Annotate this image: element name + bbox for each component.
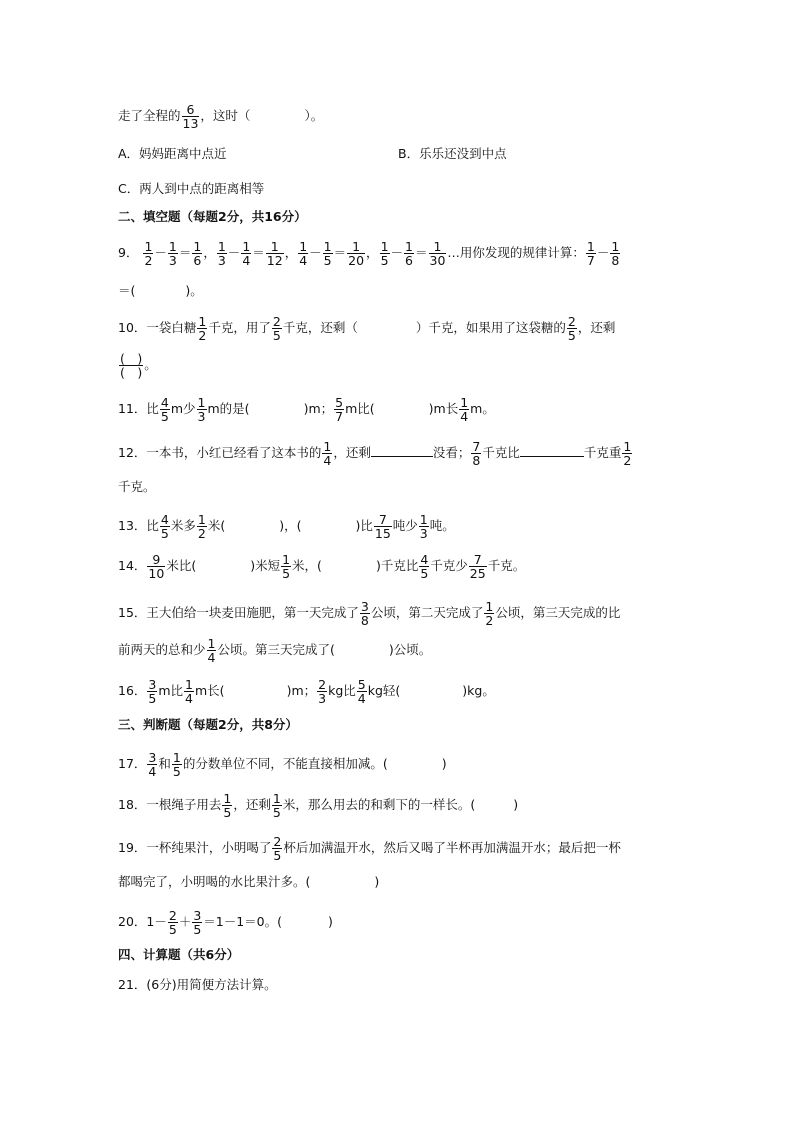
q8-tail (118, 103, 323, 130)
question-text: 米( (207, 518, 226, 533)
numerator: 9 (147, 553, 165, 567)
question-text: kg轻( (367, 683, 401, 698)
question-text: 吨少 (392, 518, 418, 533)
question-text: )m长 (428, 401, 459, 416)
numerator: 1 (242, 239, 251, 254)
question-text: 千克，还剩（ (282, 320, 358, 335)
fraction (147, 553, 165, 580)
numerator: 1 (197, 395, 206, 410)
question-text: ) (328, 914, 333, 929)
question-text: )千克比 (375, 558, 419, 573)
numerator: 1 (172, 750, 181, 765)
question-text: 米多 (170, 518, 196, 533)
numerator: 1 (611, 239, 620, 254)
numerator: 3 (193, 908, 202, 923)
numerator: 1 (197, 512, 206, 527)
question-text: 杯后加满温开水，然后又喝了半杯再加满温开水；最后把一杯 (283, 840, 621, 855)
question-text: ＋ (178, 914, 192, 929)
question-19 (118, 835, 621, 862)
question-11 (118, 396, 495, 423)
question-text: 米比( (166, 558, 197, 573)
fraction (334, 396, 344, 423)
q8-text: 走了全程的 (118, 108, 181, 123)
numerator: 2 (272, 314, 281, 329)
question-text: …用你发现的规律计算： (447, 245, 585, 260)
fraction (160, 396, 170, 423)
numerator: 4 (160, 395, 169, 410)
denominator: 3 (197, 409, 206, 424)
section-heading-fill: 二、填空题（每题2分，共16分） (118, 209, 307, 224)
numerator: 2 (168, 908, 177, 923)
fraction (266, 240, 284, 267)
fraction (484, 600, 494, 627)
fraction (192, 909, 202, 936)
numerator: 7 (472, 439, 481, 454)
question-text: 千克比 (482, 445, 520, 460)
denominator: 5 (273, 848, 282, 863)
fraction (272, 835, 282, 862)
question-text: 千克，用了 (208, 320, 271, 335)
denominator: 10 (148, 566, 165, 581)
denominator: 5 (323, 253, 332, 268)
denominator: 6 (405, 253, 413, 268)
question-text: 米，( (292, 558, 322, 573)
fraction (360, 600, 370, 627)
denominator: 30 (429, 253, 446, 268)
question-text: )比 (355, 518, 373, 533)
question-text: 16． (118, 683, 147, 698)
numerator: 1 (586, 239, 595, 254)
numerator: 1 (323, 439, 332, 454)
numerator: 3 (148, 677, 157, 692)
denominator: 12 (266, 253, 283, 268)
numerator: 4 (160, 512, 169, 527)
numerator: 2 (273, 834, 282, 849)
question-text: 前两天的总和少 (118, 642, 206, 657)
fraction (147, 678, 157, 705)
question-text: )。 (185, 283, 203, 298)
numerator: 1 (266, 240, 284, 254)
denominator: 2 (144, 253, 153, 268)
numerator: 1 (207, 636, 216, 651)
denominator: 5 (160, 526, 169, 541)
fraction (429, 240, 447, 267)
numerator: 1 (193, 239, 202, 254)
denominator: 5 (172, 764, 181, 779)
fraction (323, 240, 333, 267)
numerator: 5 (357, 677, 366, 692)
fraction (184, 678, 194, 705)
numerator: 2 (318, 677, 327, 692)
denominator: 2 (623, 453, 632, 468)
question-text: )公顷。 (388, 642, 432, 657)
question-text: 10．一袋白糖 (118, 320, 197, 335)
fraction (357, 678, 367, 705)
numerator: 1 (380, 239, 389, 254)
question-text: 20．1－ (118, 914, 167, 929)
fraction (143, 240, 153, 267)
question-text: 15．王大伯给一块麦田施肥，第一天完成了 (118, 605, 359, 620)
question-text: 没看； (432, 445, 471, 460)
numerator: 1 (217, 239, 226, 254)
question-13 (118, 513, 455, 540)
question-text: 公顷，第二天完成了 (370, 605, 484, 620)
question-19-line2 (118, 872, 379, 892)
denominator: 25 (469, 566, 486, 581)
question-text: m的是( (207, 401, 250, 416)
answer-underline[interactable] (371, 442, 433, 457)
denominator: 5 (168, 922, 177, 937)
denominator: 4 (242, 253, 251, 268)
question-text: )米短 (250, 558, 281, 573)
fraction (380, 240, 390, 267)
fraction (281, 553, 291, 580)
numerator: 1 (429, 240, 447, 254)
question-text: 19．一杯纯果汁，小明喝了 (118, 840, 272, 855)
fraction (419, 553, 429, 580)
question-text: )m； (303, 401, 334, 416)
fraction (298, 240, 308, 267)
question-text: ) (374, 874, 380, 889)
numerator: 3 (360, 599, 369, 614)
denominator: 5 (148, 691, 157, 706)
denominator: 5 (160, 409, 169, 424)
question-text: 公顷。第三天完成了( (217, 642, 335, 657)
question-9-line2 (118, 281, 203, 301)
question-text: ，还剩 (233, 797, 271, 812)
fraction (272, 792, 282, 819)
denominator: 13 (182, 116, 199, 131)
q8-text: ，这时（ (200, 108, 251, 123)
question-text: 千克。 (487, 558, 526, 573)
denominator: 3 (168, 253, 177, 268)
denominator: 3 (419, 526, 428, 541)
question-12 (118, 440, 633, 467)
denominator: 4 (460, 409, 469, 424)
fraction (197, 315, 207, 342)
denominator: 15 (374, 526, 391, 541)
fraction (347, 240, 365, 267)
denominator: 2 (198, 328, 207, 343)
numerator: 1 (323, 239, 332, 254)
denominator: 5 (272, 328, 281, 343)
fraction (168, 909, 178, 936)
fraction (272, 315, 282, 342)
denominator: 3 (318, 691, 327, 706)
question-15 (118, 600, 620, 627)
question-text: ＝1－1＝0。( (203, 914, 283, 929)
fraction (610, 240, 620, 267)
fraction (217, 240, 227, 267)
fraction (622, 440, 632, 467)
question-text: 公顷，第三天完成的比 (495, 605, 621, 620)
numerator: 1 (299, 239, 308, 254)
fraction (471, 440, 481, 467)
question-text: )，( (279, 518, 302, 533)
question-text: )kg。 (462, 683, 495, 698)
question-15-line2 (118, 637, 431, 664)
question-text: 9． (118, 245, 139, 260)
numerator: 3 (148, 750, 157, 765)
numerator: 7 (469, 553, 487, 567)
numerator: 1 (347, 240, 365, 254)
denominator: 8 (611, 253, 620, 268)
numerator: 1 (419, 512, 428, 527)
question-9: 9． $\frac{1}{2}$ － $\frac{1}{3}$ ＝ $\frac{1}{6}$ ， $\frac{1}{3}$ － $\frac{1}{4}$ ＝ $\frac{1}{12}$ ， $\frac{1}{4}$ － $\frac{1}{5}$ ＝ $\frac{1}{20}$ ， $\frac{1}{5}$ － $\frac{1}{6}$ ＝ $\frac{1}{30}$ …用你发现的规律计算： $\frac{1}{7}$ － $\frac{1}{8}$ (118, 239, 620, 268)
denominator: 5 (380, 253, 389, 268)
question-text: m。 (470, 401, 495, 416)
fraction (222, 792, 232, 819)
question-16 (118, 678, 495, 705)
question-text: 17． (118, 756, 147, 771)
fraction (160, 513, 170, 540)
denominator: 4 (148, 764, 157, 779)
numerator: 1 (282, 552, 291, 567)
numerator: 1 (223, 791, 232, 806)
q8-option-b[interactable]: B．乐乐还没到中点 (398, 146, 507, 161)
question-text: 18．一根绳子用去 (118, 797, 222, 812)
denominator: 2 (197, 526, 206, 541)
denominator: 4 (299, 253, 308, 268)
question-text: 12．一本书，小红已经看了这本书的 (118, 445, 322, 460)
numerator: 7 (374, 513, 392, 527)
question-text: ) (513, 797, 519, 812)
section-heading-judge: 三、判断题（每题2分，共8分） (118, 717, 298, 732)
denominator: 4 (323, 453, 332, 468)
numerator: ( ) (120, 351, 143, 366)
fraction (469, 553, 487, 580)
question-10 (118, 315, 615, 342)
q8-option-a[interactable]: A．妈妈距离中点近 (118, 146, 227, 161)
fraction (147, 751, 157, 778)
question-text: m比 (158, 683, 184, 698)
fraction (404, 240, 414, 267)
denominator: 8 (360, 613, 369, 628)
question-text: m少 (170, 401, 196, 416)
answer-underline[interactable] (520, 442, 584, 457)
denominator: 5 (223, 805, 232, 820)
numerator: 1 (168, 239, 177, 254)
question-14 (118, 553, 525, 580)
question-text: 米，那么用去的和剩下的一样长。( (282, 797, 476, 812)
fraction (172, 751, 182, 778)
denominator: 8 (472, 453, 481, 468)
question-12-line2: 千克。 (118, 479, 156, 494)
fraction (197, 396, 207, 423)
question-text: 14． (118, 558, 147, 573)
question-text: ）千克，如果用了这袋糖的 (415, 320, 566, 335)
denominator: 4 (185, 691, 193, 706)
fraction (459, 396, 469, 423)
fraction (192, 240, 202, 267)
question-text: ，还剩 (333, 445, 371, 460)
numerator: 5 (335, 395, 344, 410)
fraction (586, 240, 596, 267)
numerator: 1 (485, 599, 494, 614)
question-text: kg比 (328, 683, 356, 698)
fraction (419, 513, 429, 540)
section-heading-calc: 四、计算题（共6分） (118, 947, 240, 962)
question-text: 千克少 (430, 558, 468, 573)
question-text: 。 (144, 357, 157, 372)
question-text: 都喝完了，小明喝的水比果汁多。( (118, 874, 311, 889)
q8-option-c[interactable]: C．两人到中点的距离相等 (118, 181, 265, 196)
numerator: 4 (420, 552, 429, 567)
question-text: )m； (286, 683, 317, 698)
question-21: 21．(6分)用简便方法计算。 (118, 977, 277, 992)
numerator: 1 (198, 314, 207, 329)
question-text: 吨。 (429, 518, 455, 533)
numerator: 1 (144, 239, 153, 254)
numerator: 6 (182, 103, 200, 117)
question-text: m比( (345, 401, 375, 416)
fraction (322, 440, 332, 467)
denominator: 5 (272, 805, 281, 820)
numerator: 2 (567, 314, 576, 329)
numerator: 1 (460, 395, 469, 410)
denominator: 20 (348, 253, 365, 268)
denominator: 7 (586, 253, 595, 268)
numerator: 1 (405, 239, 413, 254)
numerator: 1 (623, 439, 632, 454)
question-18 (118, 792, 518, 819)
denominator: ( ) (120, 365, 143, 380)
fraction (567, 315, 577, 342)
question-text: ＝( (118, 283, 136, 298)
denominator: 6 (193, 253, 202, 268)
denominator: 5 (567, 328, 576, 343)
denominator: 2 (485, 613, 494, 628)
question-text: 11．比 (118, 401, 159, 416)
fraction (207, 637, 217, 664)
numerator: 1 (272, 791, 281, 806)
denominator: 3 (217, 253, 226, 268)
numerator: 1 (185, 677, 193, 692)
question-text: 13．比 (118, 518, 159, 533)
question-text: ) (441, 756, 447, 771)
question-17 (118, 751, 447, 778)
fraction (197, 513, 207, 540)
denominator: 5 (420, 566, 429, 581)
fraction (374, 513, 392, 540)
denominator: 4 (207, 650, 216, 665)
fraction (182, 103, 200, 130)
question-text: 千克重 (583, 445, 622, 460)
fraction (317, 678, 327, 705)
question-10-line2 (118, 352, 157, 379)
denominator: 5 (193, 922, 202, 937)
question-20 (118, 909, 333, 936)
answer-fraction-blank[interactable] (119, 352, 143, 379)
denominator: 7 (335, 409, 344, 424)
question-text: 的分数单位不同，不能直接相加减。( (182, 756, 388, 771)
question-text: m长( (195, 683, 225, 698)
denominator: 5 (282, 566, 291, 581)
question-text: 和 (158, 756, 171, 771)
question-text: ，还剩 (577, 320, 616, 335)
fraction (168, 240, 178, 267)
denominator: 4 (357, 691, 366, 706)
fraction (241, 240, 251, 267)
q8-text: ）。 (304, 108, 324, 123)
